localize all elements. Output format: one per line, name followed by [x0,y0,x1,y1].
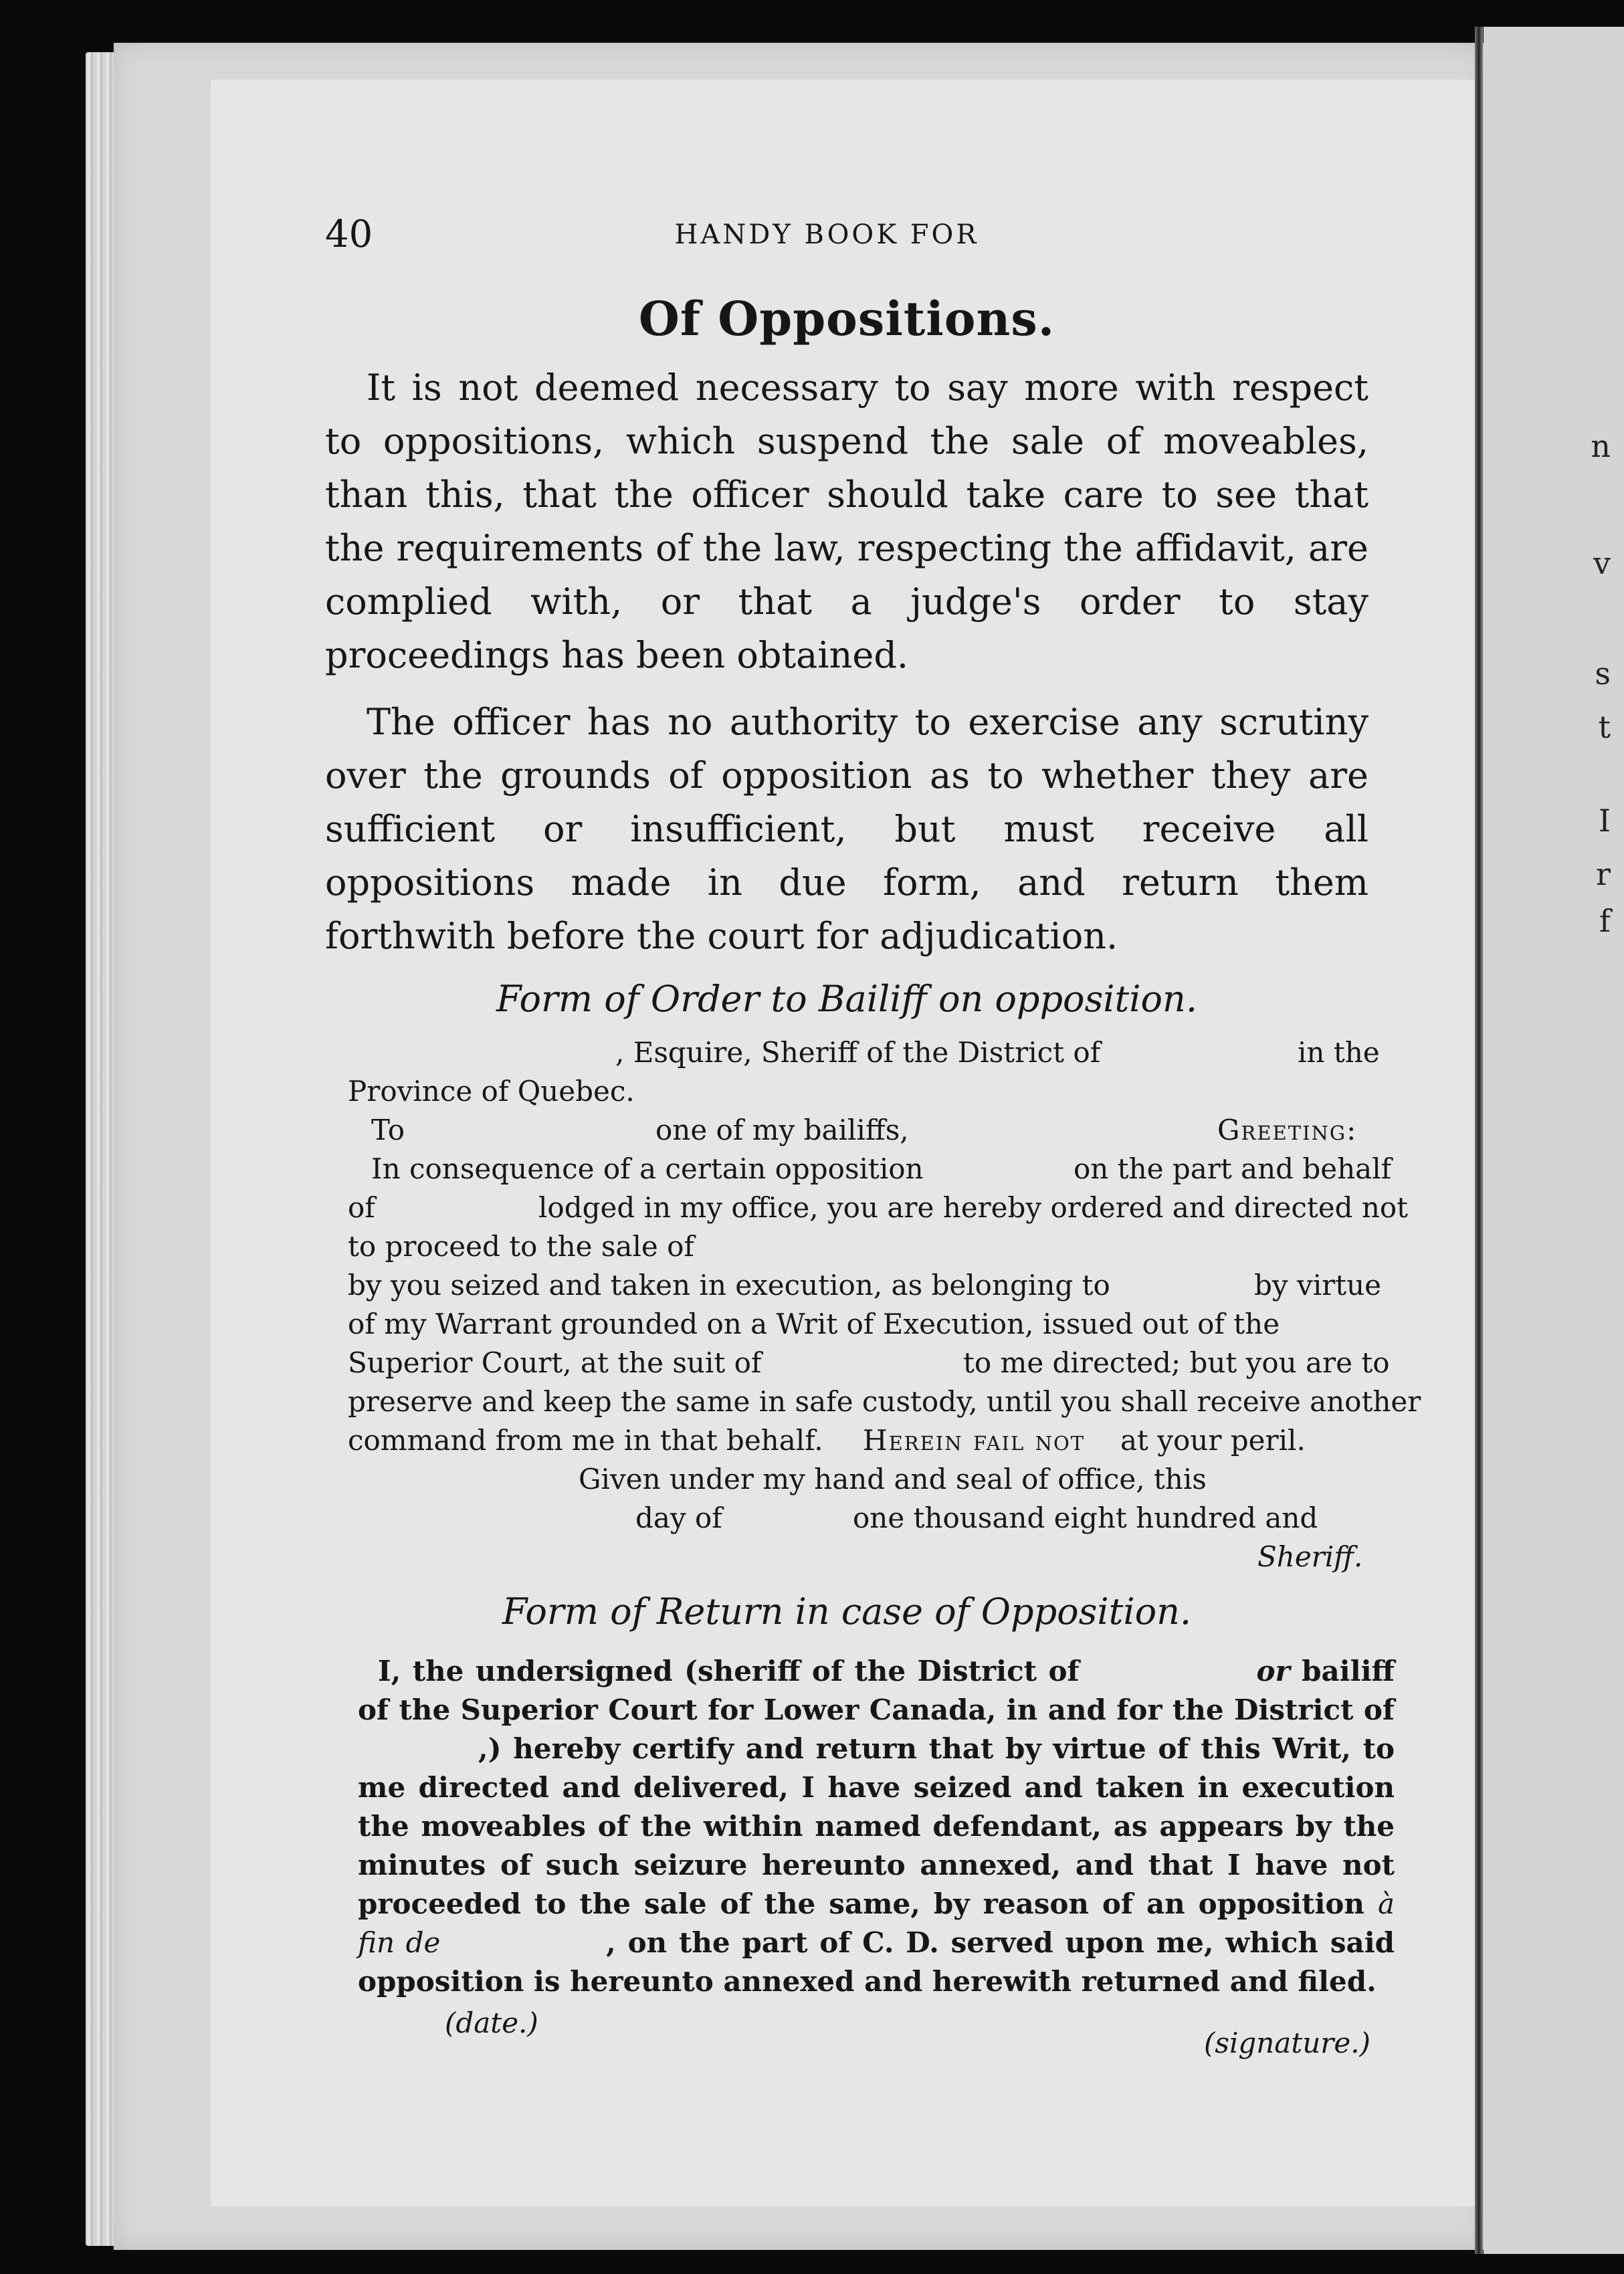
form-return-text: à fin de [358,1887,1395,1959]
facing-page-fragment: s [1595,655,1611,692]
facing-page-fragment: f [1599,903,1611,939]
form-line: To [371,1114,405,1146]
form-line: In consequence of a certain opposition [371,1152,924,1185]
form-return-text: ,) hereby certify and return that by virtue of this Writ, to me directed and delivered, I have seized and taken in execution the moveables of the within named defendant, as appears by the minutes of such seizure hereunto annexed, and that I have not proceeded to the sale of the same, by reason of an opposition [358,1732,1395,1920]
form-return-text: , on the part of C. D. served upon me, which said opposition is hereunto annexed and herewith returned and filed. [358,1926,1395,1998]
paragraph-1 [325,361,1368,682]
form-return-text: or [1256,1655,1290,1687]
form-return-title: Form of Return in case of Opposition. [502,1590,1192,1633]
form-line: Herein fail not [863,1424,1086,1457]
signature-label: (signature.) [1204,2027,1371,2059]
facing-page-fragment: v [1593,545,1611,581]
form-line: one of my bailiffs, [655,1114,909,1146]
form-order-body [348,1033,1421,1576]
facing-page-fragment: I [1598,803,1611,839]
facing-page-edge [1484,27,1624,2254]
form-line: in the [1298,1036,1380,1069]
form-line: on the part and behalf [1074,1152,1392,1185]
form-line: command from me in that behalf. [348,1424,823,1457]
form-line: Given under my hand and seal of office, this [579,1463,1207,1495]
form-line: lodged in my office, you are hereby ordered and directed not [538,1191,1409,1224]
running-header [325,213,1368,256]
form-line: preserve and keep the same in safe custody, until you shall receive another [348,1385,1421,1418]
form-order-title: Form of Order to Bailiff on opposition. [496,978,1197,1020]
form-line: Province of Quebec. [348,1075,635,1108]
form-line: to proceed to the sale of [348,1230,694,1263]
paragraph-2 [325,696,1368,963]
form-return-text: I, the undersigned (sheriff of the District of [378,1655,1080,1687]
form-line: one thousand eight hundred and [853,1502,1318,1534]
form-line: , Esquire, Sheriff of the District of [615,1036,1101,1069]
form-return-body [358,1652,1395,2001]
section-title: Of Oppositions. [638,291,1055,346]
paragraph-text: The officer has no authority to exercise any scrutiny over the grounds of opposition as to whether they are sufficient or insufficient, but must receive all oppositions made in due form, and return them forthwith before the court for adjudication. [325,701,1368,957]
facing-page-fragment: t [1598,709,1611,745]
running-title: HANDY BOOK FOR [674,219,979,250]
book-gutter [1475,27,1483,2254]
form-line: of my Warrant grounded on a Writ of Execution, issued out of the [348,1308,1280,1340]
form-line: day of [635,1502,722,1534]
paragraph-text: It is not deemed necessary to say more with respect to oppositions, which suspend the sale of moveables, than this, that the officer should take care to see that the requirements of the law, respecting the affidavit, are complied with, or that a judge's order to stay proceedings has been obtained. [325,367,1368,676]
form-line: by virtue [1254,1269,1381,1302]
form-line: Superior Court, at the suit of [348,1346,762,1379]
page-number: 40 [325,213,373,256]
facing-page-fragment: n [1591,428,1611,464]
date-label: (date.) [445,2006,538,2039]
form-line: Greeting: [1217,1114,1358,1146]
form-line: at your peril. [1120,1424,1306,1457]
form-line: Sheriff. [1257,1540,1363,1573]
form-line: to me directed; but you are to [963,1346,1390,1379]
facing-page-fragment: r [1596,856,1611,892]
form-line: by you seized and taken in execution, as belonging to [348,1269,1110,1302]
form-line: of [348,1191,375,1224]
form-return-text: bailiff of the Superior Court for Lower Canada, in and for the District of [358,1655,1395,1726]
